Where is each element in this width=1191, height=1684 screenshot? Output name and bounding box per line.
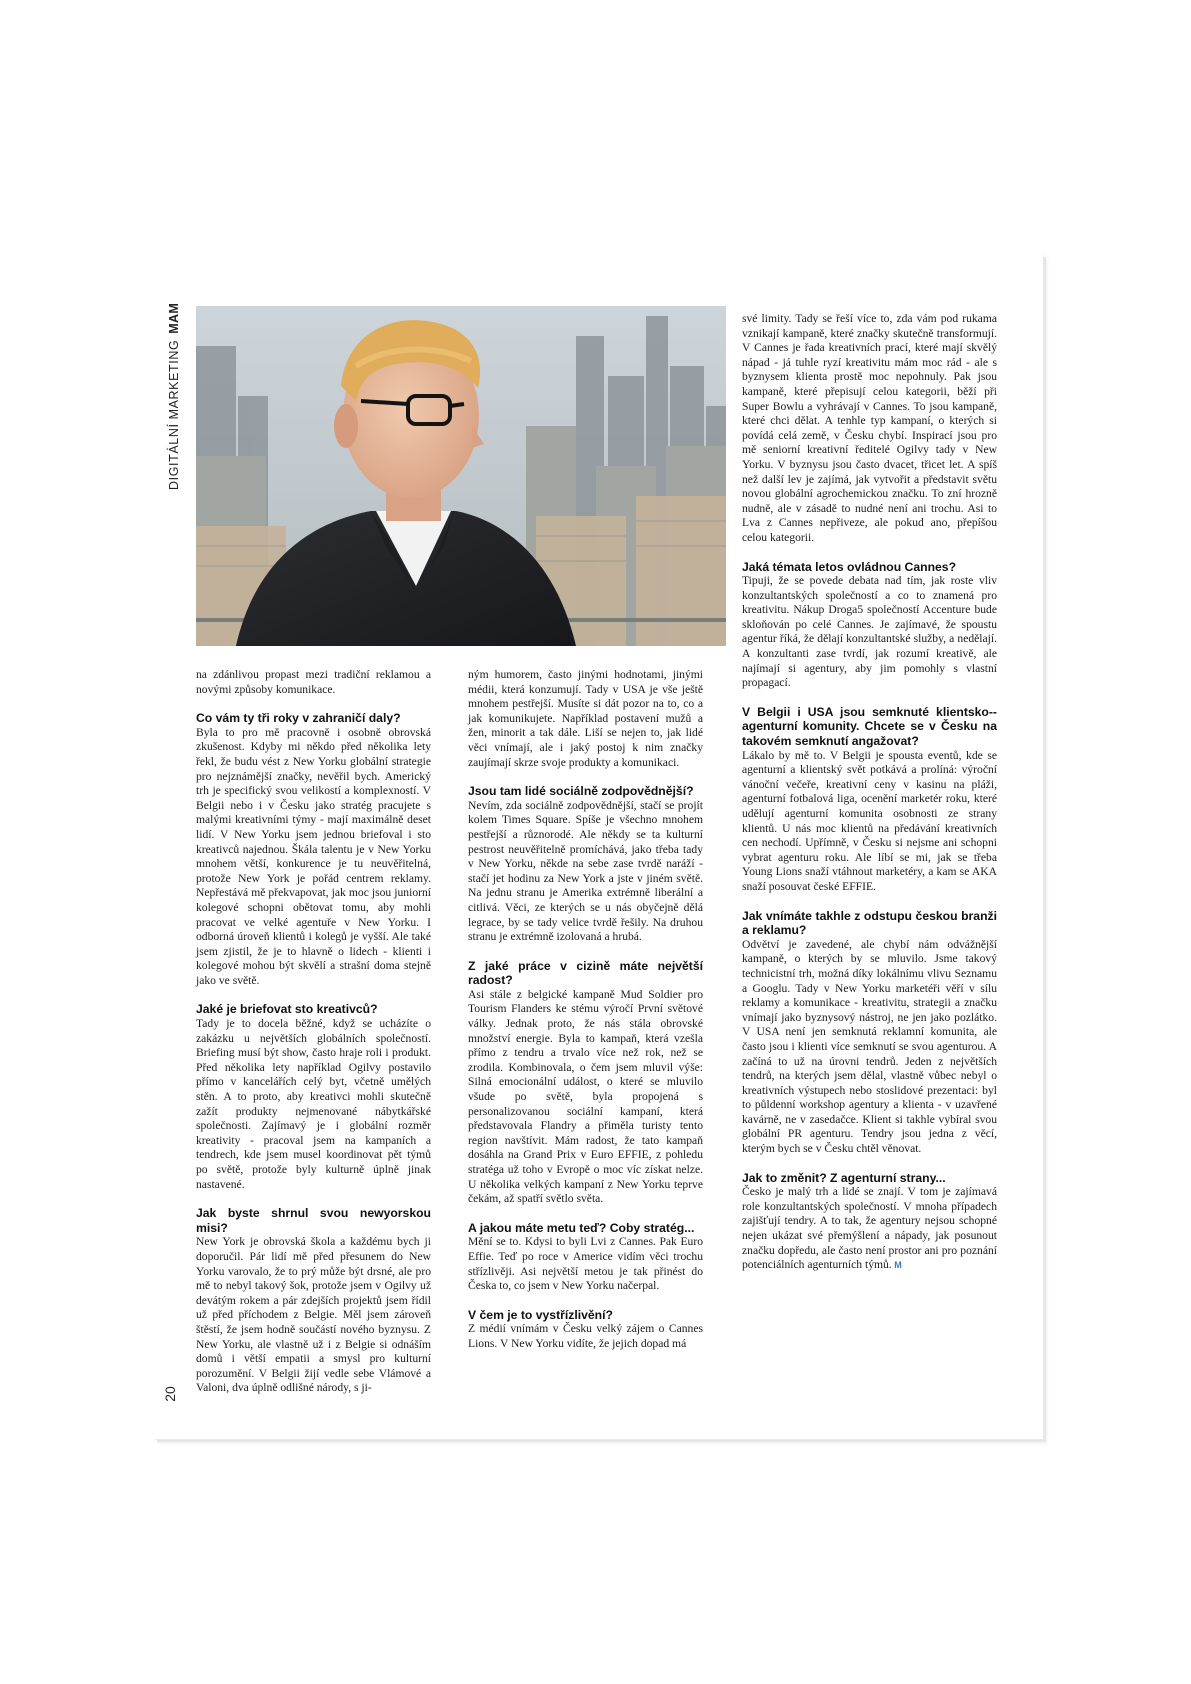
answer-paragraph: ným humorem, často jinými hodnotami, jinými médii, která konzumují. Tady v USA je vše ještě mnohem pestřejší. Musíte si dát pozor na to, co a jak komunikujete. Například postavení mužů a žen, minorit a tak dále. Liší se nejen to, jak lidé věci vnímají, ale i jaký postoj k nim značky zaujímají skrze svoje produkty a komunikaci. <box>468 668 703 769</box>
page-number: 20 <box>161 1386 178 1402</box>
answer-paragraph: Tipuji, že se povede debata nad tím, jak roste vliv konzultantských společností a co to znamená pro kreativitu. Nákup Droga5 společností Accenture bude skloňován po celé Cannes. Je zajímavé, že spoustu agentur říká, že dělají konzultantské služby, a nedělají. A konzultanti zase tvrdí, jak rozumí kreativě, ale najímají si agentury, aby jim pomohly s vlastní propagací. <box>742 574 997 690</box>
answer-paragraph: Mění se to. Kdysi to byli Lvi z Cannes. Pak Euro Effie. Teď po roce v Americe vidím věci trochu střízlivěji. Asi největší metou je tak přinést do Česka to, co jsem v New Yorku načerpal. <box>468 1235 703 1293</box>
answer-paragraph: Asi stále z belgické kampaně Mud Soldier pro Tourism Flanders ke stému výročí První světové války. Jednak proto, že nás stála obrovské množství energie. Byla to kampaň, která vzešla přímo z tendru a trvalo více než rok, než se zrodila. Kombinovala, o čem jsem mluvil výše: Silná emocionální událost, o které se mluvilo všude po světě, byla propojená s personalizovanou sociální kampaní, která představovala Flandry a přiměla turisty tento region navštívit. Mám radost, že tato kampaň dosáhla na Grand Prix v Euro EFFIE, z pohledu stratéga už toho v Evropě o moc víc získat nelze. U několika velkých kampaní z New Yorku teprve čekám, až spatří světlo světa. <box>468 987 703 1206</box>
section-title: DIGITÁLNÍ MARKETING <box>167 339 181 490</box>
paragraph-gap <box>742 1157 997 1171</box>
paragraph-gap <box>196 988 431 1002</box>
paragraph-gap <box>742 546 997 560</box>
paragraph-gap <box>196 1192 431 1206</box>
answer-paragraph: Tady je to docela běžné, když se ucházíte o zakázku u největších globálních společností. Briefing musí být show, často hraje roli i produkt. Před několika lety například Ogilvy postavilo přímo v kancelářích celý byt, včetně umělých stěn. A to proto, aby kreativci mohli skutečně zažít produkty nejmenované nábytkářské společnosti. Zajímavý je i globální rozměr kreativity - pracoval jsem na kampaních a tendrech, kde jsem musel koordinovat pět týmů po světě, protože byly kulturně úplně jinak nastavené. <box>196 1017 431 1191</box>
column-1 <box>196 668 431 1396</box>
answer-paragraph: Z médií vnímám v Česku velký zájem o Cannes Lions. V New Yorku vidíte, že jejich dopad má <box>468 1322 703 1350</box>
section-sidebar <box>163 300 185 490</box>
paragraph-gap <box>468 1207 703 1221</box>
portrait-photo <box>196 306 726 646</box>
question-heading: A jakou máte metu teď? Coby stratég... <box>468 1220 695 1235</box>
answer-paragraph: na zdánlivou propast mezi tradiční reklamou a novými způsoby komunikace. <box>196 668 431 696</box>
question-heading: Jaká témata letos ovládnou Cannes? <box>742 559 957 574</box>
question-heading: V Belgii i USA jsou semknuté klientsko--agenturní komunity. Chcete se v Česku na takovém semknutí angažovat? <box>742 704 997 749</box>
end-mark-icon: M <box>891 1260 902 1271</box>
answer-paragraph: Byla to pro mě pracovně i osobně obrovská zkušenost. Kdyby mi někdo před několika lety řekl, že budu vést z New Yorku globální strategie pro nejznámější značky, nevěřil bych. Americký trh je specifický svou velikostí a komplexností. V Belgii nebo i v Česku jako stratég pracujete s malými kreativními týmy - mají maximálně deset lidí. V New Yorku jsem jednou briefoval i sto kreativců najednou. Škála talentu je v New Yorku mnohem větší, konkurence je tu neuvěřitelná, protože New York je pořád centrem reklamy. Nepřestává mě překvapovat, jak moc jsou juniorní kolegové schopni obětovat tomu, aby mohli pracovat ve velké agentuře v New Yorku. I odborná úroveň klientů i kolegů je vyšší. Ale také jsem zjistil, že je to hlavně o lidech - klienti i kolegové mohou být skvělí a strašní doma stejně jako ve světě. <box>196 725 431 987</box>
question-heading: Z jaké práce v cizině máte největší radost? <box>468 958 703 988</box>
answer-paragraph: New York je obrovská škola a každému bych ji doporučil. Pár lidí mě před přesunem do New Yorku varovalo, že to prý může být drsné, ale pro mě to nebyl takový šok, protože jsem v Ogilvy už devátým rokem a pár zdejších projektů jsem řídil už před příchodem z Belgie. Měl jsem zároveň štěstí, že jsem hodně součástí nového byznysu. Z New Yorku, ale vlastně už i z Belgie si odnáším domů i větší empatii a smysl pro kulturní porozumění. V Belgii žijí vedle sebe Vlámové a Valoni, dva úplně odlišné národy, s ji- <box>196 1235 431 1395</box>
question-heading: Jsou tam lidé sociálně zodpovědnější? <box>468 784 694 799</box>
paragraph-gap <box>742 691 997 705</box>
paragraph-gap <box>468 1294 703 1308</box>
question-heading: Jak to změnit? Z agenturní strany... <box>742 1170 946 1185</box>
question-heading: Co vám ty tři roky v zahraničí daly? <box>196 711 401 726</box>
paragraph-gap <box>196 697 431 711</box>
answer-paragraph: Nevím, zda sociálně zodpovědnější, stačí se projít kolem Times Square. Spíše je všechno mnohem pestřejší a různorodé. Ale někdy se ta kulturní pestrost neuvěřitelně promíchává, jako třeba tady v New Yorku, někde na sebe zase tvrdě naráží - stačí jet hodinu za New York a jste v jiném světě. Na jednu stranu je Amerika extrémně liberální a citlivá. Věci, ze kterých se u nás obyčejně dělá legrace, by se tady velice tvrdě řešily. Na druhou stranu je extrémně izolovaná a hrubá. <box>468 798 703 944</box>
column-2 <box>468 668 703 1352</box>
paragraph-gap <box>742 895 997 909</box>
question-heading: Jaké je briefovat sto kreativců? <box>196 1002 378 1017</box>
answer-paragraph: své limity. Tady se řeší více to, zda vám pod rukama vznikají kampaně, které značky skutečně transformují. V Cannes je řada kreativních prací, které mají skvělý nápad - já tuhle ryzí kreativitu mám moc rád - ale s byznysem klienta prostě moc nepohnuly. Pak jsou kampaně, které přepisují celou kategorii, běží při Super Bowlu a vyhrávají v Cannes. To jsou kampaně, které chci dělat. A tenhle typ kampaní, o kterých si povídá celá země, v Česku chybí. Inspirací jsou pro mě seniorní kreativní ředitelé Ogilvy tady v New Yorku. V byznysu jsou často dvacet, třicet let. A spíš než další lev je zajímá, jak vytvořit a představit světu novou globální agrochemickou značku. To zní hrozně nudně, ale v zásadě to nudné není ani trochu. Asi to Lva z Cannes nepřiveze, ale pokud ano, přepíšou celou kategorii. <box>742 312 997 544</box>
column-3 <box>742 312 997 1273</box>
question-heading: Jak vnímáte takhle z odstupu českou branži a reklamu? <box>742 908 997 938</box>
question-heading: V čem je to vystřízlivění? <box>468 1307 613 1322</box>
question-heading: Jak byste shrnul svou newyorskou misi? <box>196 1206 431 1235</box>
brand-logo: MAM <box>167 302 181 334</box>
answer-paragraph: Odvětví je zavedené, ale chybí nám odvážnější kampaně, o kterých by se mluvilo. Jsme takový technicistní trh, možná díky lokálnímu vlivu Seznamu a Googlu. Tady v New Yorku marketéři věří v sílu reklamy a komunikace - kreativitu, strategii a značku vnímají jako byznysový nástroj, ne jen jako pozlátko. V USA není jen semknutá reklamní komunita, ale často jsou i klienti více semknutí se svou agenturou. A začíná to už na úrovni tendrů. Jeden z největších tendrů, na kterých jsem dělal, vlastně vůbec nebyl o kreativních výstupech nebo stoslidové prezentaci: byl to půldenní workshop agentury a klienta - v uzavřené kavárně, ne v zasedačce. Klient si takhle vybíral svou globální PR agenturu. Tendry jsou jedna z věcí, kterým bych se v Česku chtěl věnovat. <box>742 937 997 1156</box>
answer-paragraph: Lákalo by mě to. V Belgii je spousta eventů, kde se agenturní a klientský svět potkává a prolíná: výroční vánoční večeře, kreativní ceny v kasinu na pláži, agenturní fotbalová liga, ocenění marketér roku, které udělují agenturní komunita osobnosti ze strany klientů. U nás moc klientů na předávání kreativních cen nechodí. Upřímně, v Česku si nejsme ani schopni vybrat agenturu roku. Ale líbí se mi, jak se třeba Young Lions snaží vtáhnout marketéry, a kam se AKA snaží posouvat české EFFIE. <box>742 748 997 893</box>
portrait-illustration <box>196 306 726 646</box>
paragraph-gap <box>468 770 703 784</box>
answer-paragraph: Česko je malý trh a lidé se znají. V tom je zajímavá role konzultantských společností. V mnoha případech zajišťují tendry. A to tak, že agentury nejsou schopné nejen ukázat své přemýšlení a nápady, jak posunout značku dopředu, ale často není prostor ani pro poznání potenciálních agenturních týmů. M <box>742 1185 997 1272</box>
paragraph-gap <box>468 945 703 959</box>
